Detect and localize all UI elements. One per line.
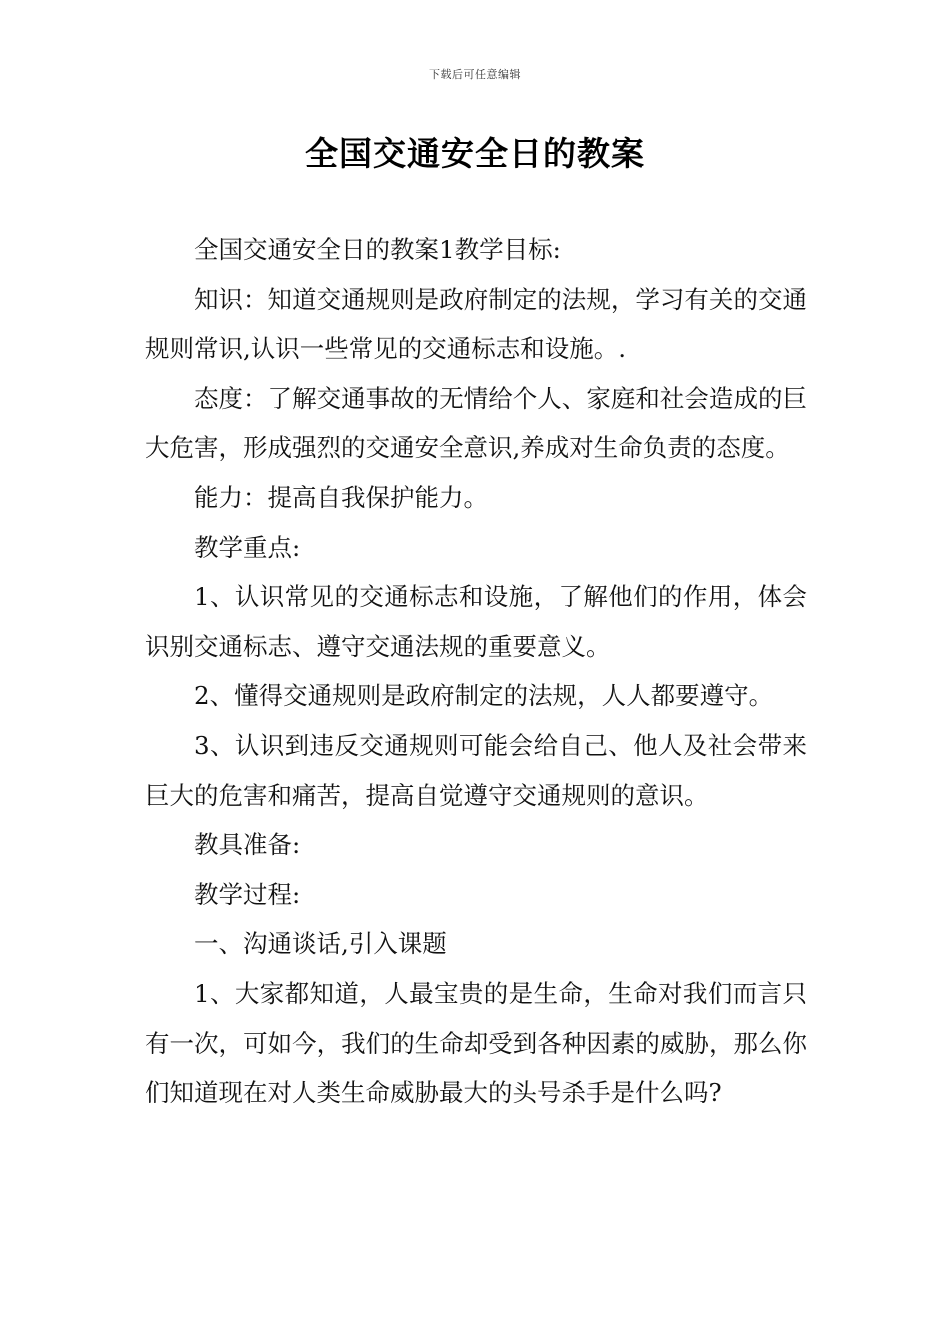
header-note: 下载后可任意编辑: [429, 68, 521, 81]
paragraph-materials-heading: 教具准备:: [194, 830, 301, 860]
paragraph-key-points-heading: 教学重点:: [194, 532, 301, 562]
paragraph-key-point-1: 1、认识常见的交通标志和设施，了解他们的作用，体会识别交通标志、遵守交通法规的重要意义。: [145, 582, 807, 661]
document-body: [145, 225, 807, 1118]
document-title: 全国交通安全日的教案: [305, 134, 645, 173]
paragraph-attitude: 态度：了解交通事故的无情给个人、家庭和社会造成的巨大危害，形成强烈的交通安全意识,养成对生命负责的态度。: [145, 383, 807, 463]
paragraph-section-1-heading: 一、沟通谈话,引入课题: [194, 929, 447, 959]
paragraph-key-point-3: 3、认识到违反交通规则可能会给自己、他人及社会带来巨大的危害和痛苦，提高自觉遵守交通规则的意识。: [145, 730, 807, 810]
paragraph-ability: 能力：提高自我保护能力。: [194, 482, 488, 512]
paragraph-key-point-2: 2、懂得交通规则是政府制定的法规，人人都要遵守。: [194, 681, 774, 711]
paragraph-objectives-heading: 全国交通安全日的教案1教学目标:: [194, 235, 561, 264]
paragraph-knowledge: 知识：知道交通规则是政府制定的法规，学习有关的交通规则常识,认识一些常见的交通标志和设施。.: [145, 284, 807, 364]
paragraph-section-1-item-1: 1、大家都知道，人最宝贵的是生命，生命对我们而言只有一次，可如今，我们的生命却受到各种因素的威胁，那么你们知道现在对人类生命威胁最大的头号杀手是什么吗?: [145, 978, 807, 1108]
paragraph-process-heading: 教学过程:: [194, 879, 301, 909]
